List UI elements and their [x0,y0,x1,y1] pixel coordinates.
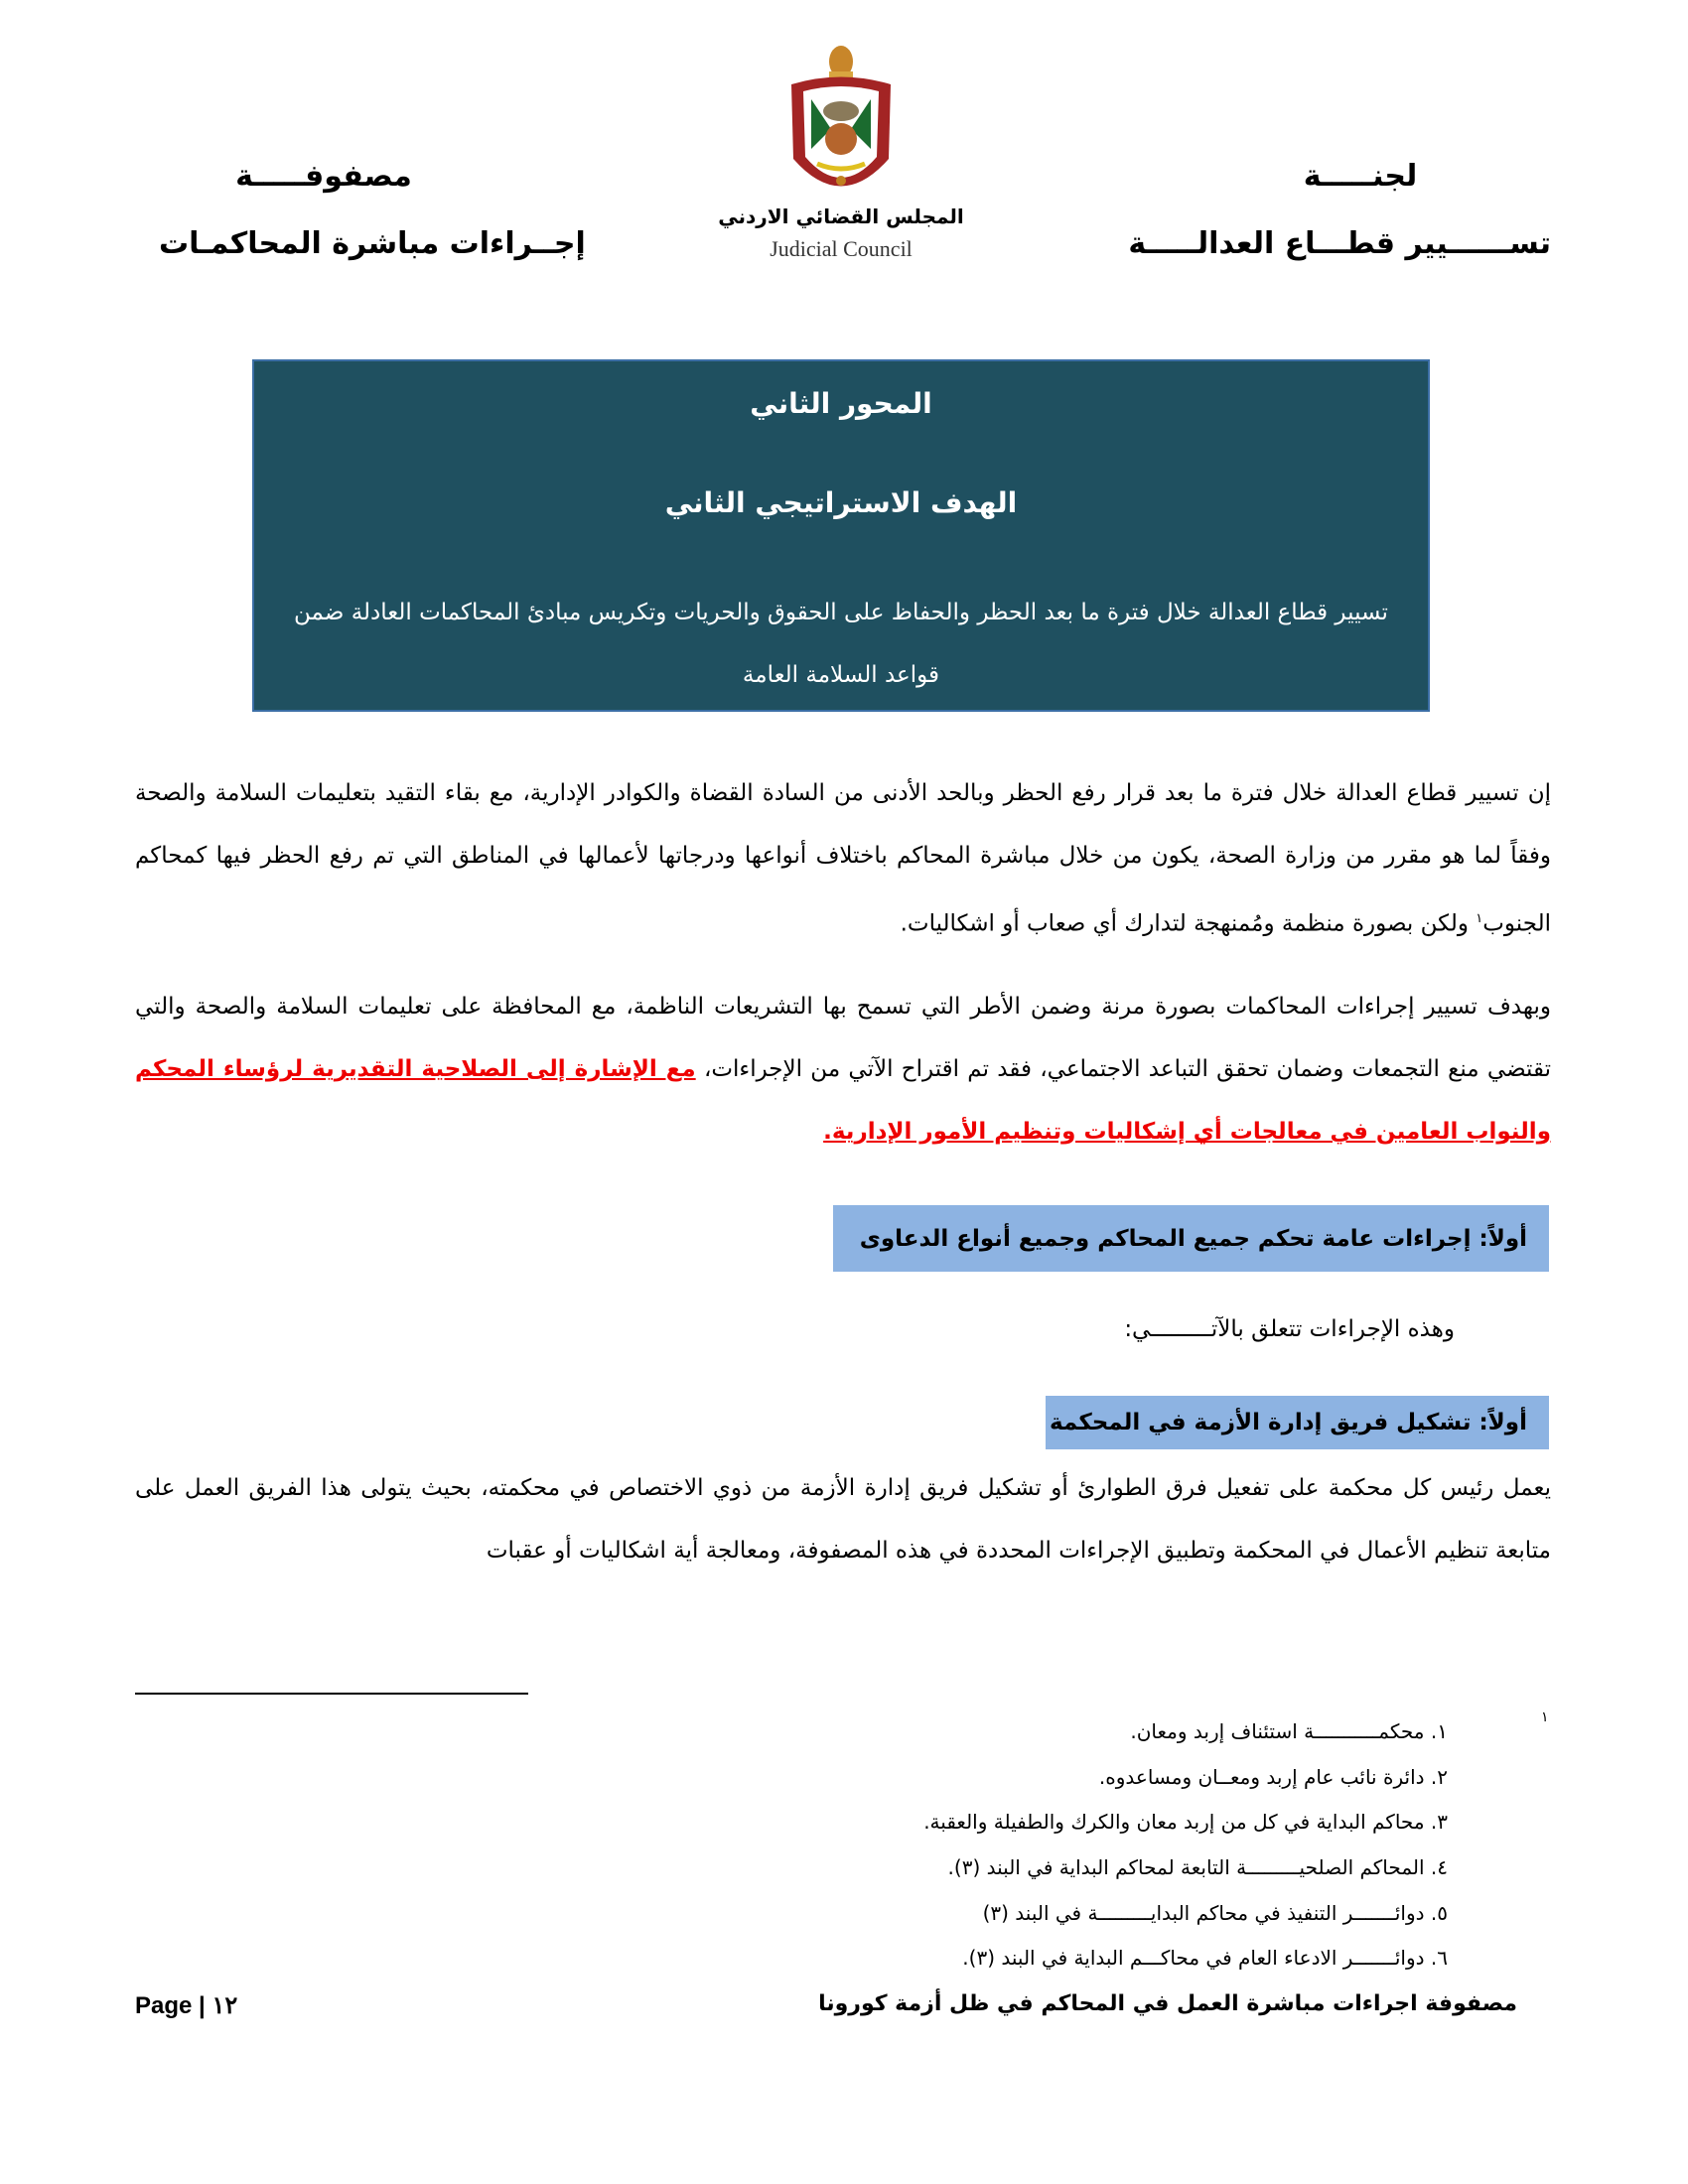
footnote-item: ٤. المحاكم الصلحيـــــــــة التابعة لمحاكم البداية في البند (٣). [947,1855,1448,1879]
page-separator: | [199,1992,206,2019]
committee-label: لجنـــــة [1303,159,1418,194]
footnote-separator [135,1693,528,1695]
paragraph-2-text: وبهدف تسيير إجراءات المحاكمات بصورة مرنة وضمن الأطر التي تسمح بها التشريعات الناظمة، مع المحافظة على تعليمات السلامة والصحة والتي تقتضي منع التجمعات وضمان تحقق التباعد الاجتماعي، فقد تم اقتراح الآتي من الإجراءات، [135,994,1551,1082]
footnote-item: ٣. محاكم البداية في كل من إربد معان والكرك والطفيلة والعقبة. [923,1810,1448,1834]
paragraph-3: يعمل رئيس كل محكمة على تفعيل فرق الطوارئ أو تشكيل فريق إدارة الأزمة من ذوي الاختصاص في محكمته، بحيث يتولى هذا الفريق العمل على متابعة تنظيم الأعمال في المحكمة وتطبيق الإجراءات المحددة في هذه المصفوفة، ومعالجة أية اشكاليات أو عقبات [135,1475,1551,1564]
strategic-goal-banner [252,359,1430,712]
paragraph-1-text: إن تسيير قطاع العدالة خلال فترة ما بعد قرار رفع الحظر وبالحد الأدنى من السادة القضاة والكوادر الإدارية، مع بقاء التقيد بتعليمات السلامة والصحة وفقاً لما هو مقرر من وزارة الصحة، يكون من خلال مباشرة المحاكم باختلاف أنواعها ودرجاتها لأعمالها في المناطق التي تم رفع الحظر فيها كمحاكم الجنوب [135,780,1551,937]
page-number: ١٢ [211,1992,238,2019]
footnote-item: ٦. دوائـــــــر الادعاء العام في محاكـــم البداية في البند (٣). [962,1946,1448,1970]
section-heading-general-procedures: أولاً: إجراءات عامة تحكم جميع المحاكم وجميع أنواع الدعاوى [833,1205,1549,1272]
paragraph-2 [135,976,1551,1163]
page-label: Page [135,1992,193,2019]
paragraph-2-emphasis: مع الإشارة إلى الصلاحية التقديرية لرؤساء المحكم والنواب العامين في معالجات أي إشكاليات وتنظيم الأمور الإدارية. [135,1056,1551,1145]
page-footer-number [135,1991,237,2020]
footnote-item: ٥. دوائـــــــر التنفيذ في محاكم البدايـــــــــة في البند (٣) [982,1901,1448,1925]
footnote-marker: ١ [1541,1709,1549,1725]
procedures-intro: وهذه الإجراءات تتعلق بالآتـــــــــي: [1124,1316,1455,1342]
paragraph-1 [135,762,1551,956]
paragraph-1-end: ولكن بصورة منظمة ومُمنهجة لتدارك أي صعاب أو اشكاليات. [900,910,1477,937]
banner-subtitle: الهدف الاستراتيجي الثاني [664,486,1018,519]
footnote-reference[interactable]: ١ [1476,911,1483,926]
matrix-name: إجــراءات مباشرة المحاكمـات [159,226,586,261]
section-heading-crisis-team: أولاً: تشكيل فريق إدارة الأزمة في المحكمة [1046,1396,1549,1449]
matrix-label: مصفوفـــــة [235,159,412,194]
logo-text-english: Judicial Council [770,236,913,261]
banner-text: تسيير قطاع العدالة خلال فترة ما بعد الحظر والحفاظ على الحقوق والحريات وتكريس مبادئ المحاكمات العادلة ضمن قواعد السلامة العامة [294,600,1388,688]
logo-text-arabic: المجلس القضائي الاردني [718,205,964,228]
coat-of-arms-logo [781,40,901,199]
footer-title: مصفوفة اجراءات مباشرة العمل في المحاكم في ظل أزمة كورونا [818,1991,1517,2016]
banner-title: المحور الثاني [750,387,932,420]
committee-name: تســــــيير قطـــاع العدالـــــة [1128,226,1551,261]
footnote-item: ١. محكمـــــــــــة استئناف إربد ومعان. [1130,1719,1448,1743]
footnote-item: ٢. دائرة نائب عام إربد ومعــان ومساعدوه. [1098,1765,1448,1789]
